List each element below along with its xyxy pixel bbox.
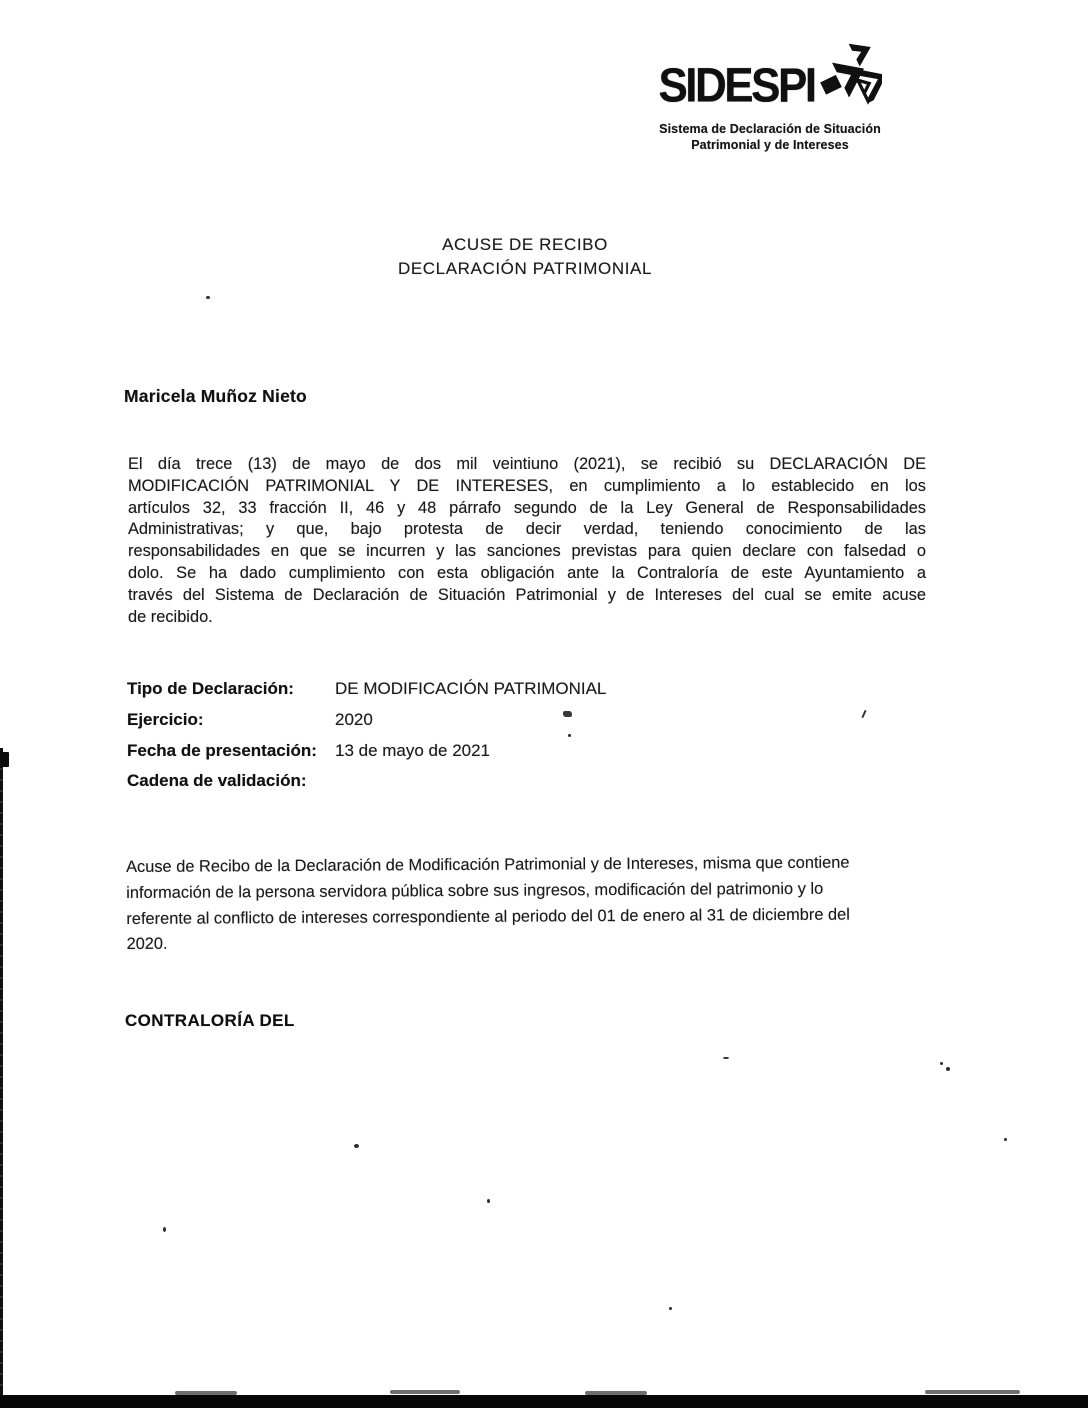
closing-paragraph xyxy=(126,850,939,958)
scan-smudge xyxy=(175,1391,237,1395)
scan-smudge xyxy=(390,1390,460,1394)
field-row-cadena xyxy=(127,771,927,802)
field-label: Cadena de validación: xyxy=(127,771,307,791)
scan-edge-line xyxy=(0,748,3,1396)
field-label: Ejercicio: xyxy=(127,709,204,729)
body-paragraph-line: de recibido. xyxy=(128,607,213,626)
field-value: 13 de mayo de 2021 xyxy=(335,740,491,760)
logo-tagline-line1: Sistema de Declaración de Situación xyxy=(659,122,881,136)
title-line2: DECLARACIÓN PATRIMONIAL xyxy=(397,258,653,278)
scan-speck xyxy=(669,1307,672,1310)
title-line1: ACUSE DE RECIBO xyxy=(442,235,608,254)
scan-speck xyxy=(563,711,572,717)
closing-paragraph-line: 2020. xyxy=(126,935,168,954)
recipient-name: Maricela Muñoz Nieto xyxy=(124,386,307,406)
scan-smudge xyxy=(585,1391,647,1395)
logo-row xyxy=(650,50,890,121)
field-label: Tipo de Declaración: xyxy=(127,679,294,698)
closing-paragraph-line: referente al conflicto de intereses correspondiente al periodo del 01 de enero al 31 de diciembre del xyxy=(126,905,850,928)
body-paragraph-line: Administrativas; y que, bajo protesta de decir verdad, teniendo conocimiento de las xyxy=(128,520,926,539)
sidespi-logo xyxy=(650,50,890,153)
closing-paragraph-line: información de la persona servidora pública sobre sus ingresos, modificación del patrimonio y lo xyxy=(126,879,824,902)
declaration-fields xyxy=(127,679,927,802)
closing-paragraph-line: Acuse de Recibo de la Declaración de Modificación Patrimonial y de Intereses, misma que contiene xyxy=(126,853,850,876)
scan-speck xyxy=(206,296,210,299)
scan-speck xyxy=(568,734,571,737)
logo-wordmark: SIDESPI xyxy=(658,58,815,112)
body-paragraph-line: responsabilidades en que se incurren y las sanciones previstas para quien declare con falsedad o xyxy=(128,542,926,561)
field-value: DE MODIFICACIÓN PATRIMONIAL xyxy=(335,679,607,698)
scan-speck xyxy=(163,1227,166,1232)
scan-speck xyxy=(723,1057,729,1059)
scan-speck xyxy=(946,1067,950,1071)
body-paragraph-line: artículos 32, 33 fracción II, 46 y 48 párrafo segundo de la Ley General de Responsabilidades xyxy=(128,498,926,517)
field-row-fecha xyxy=(127,741,927,772)
logo-tagline-line2: Patrimonial y de Intereses xyxy=(691,138,849,152)
scan-speck xyxy=(354,1144,359,1148)
field-label: Fecha de presentación: xyxy=(127,740,317,760)
scan-smudge xyxy=(925,1390,1020,1394)
scan-speck xyxy=(940,1062,943,1065)
scan-speck xyxy=(1004,1138,1007,1141)
body-paragraph-line: MODIFICACIÓN PATRIMONIAL Y DE INTERESES, en cumplimiento a lo establecido en los xyxy=(128,476,926,495)
field-value: 2020 xyxy=(335,709,373,729)
field-row-tipo xyxy=(127,679,927,710)
scan-speck xyxy=(487,1199,490,1203)
scan-bottom-bar xyxy=(0,1395,1088,1408)
scan-blob xyxy=(0,752,9,767)
body-paragraph-line: El día trece (13) de mayo de dos mil veintiuno (2021), se recibió su DECLARACIÓN DE xyxy=(128,455,926,473)
field-row-ejercicio xyxy=(127,710,927,741)
document-title xyxy=(330,233,720,280)
signature-office: CONTRALORÍA DEL xyxy=(125,1011,295,1030)
body-paragraph-line: través del Sistema de Declaración de Situación Patrimonial y de Intereses del cual se emite acuse xyxy=(128,585,926,604)
body-paragraph xyxy=(128,454,926,628)
body-paragraph-line: dolo. Se ha dado cumplimiento con esta obligación ante la Contraloría de este Ayuntamiento a xyxy=(128,563,926,582)
fast-forward-arrow-icon xyxy=(820,42,882,113)
